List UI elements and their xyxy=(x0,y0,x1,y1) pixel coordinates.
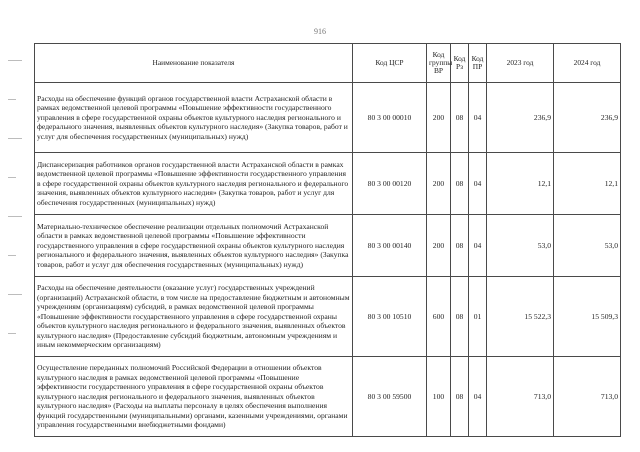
row-description: Материально-техническое обеспечение реализации отдельных полномочий Астраханской области в рамках ведомственной целевой программы «Повышение эффективности государственного управления в сфере государственной охраны объектов культурного наследия регионального и федерального значения, выявленных объектов культурного наследия» (Закупка товаров, работ и услуг для обеспечения государственных (муниципальных) нужд) xyxy=(35,215,353,277)
row-amount-2024: 53,0 xyxy=(554,215,621,277)
table-row xyxy=(35,215,621,277)
row-amount-2023: 713,0 xyxy=(487,357,554,437)
margin-mark xyxy=(8,138,22,139)
margin-mark xyxy=(8,60,22,61)
row-rz-code: 08 xyxy=(451,215,469,277)
table-row xyxy=(35,153,621,215)
row-rz-code: 08 xyxy=(451,83,469,153)
row-amount-2023: 15 522,3 xyxy=(487,277,554,357)
margin-mark xyxy=(8,294,22,295)
row-csr-code: 80 3 00 00010 xyxy=(353,83,427,153)
row-csr-code: 80 3 00 59500 xyxy=(353,357,427,437)
row-group-code: 100 xyxy=(427,357,451,437)
row-description: Расходы на обеспечение функций органов государственной власти Астраханской области в рамках ведомственной целевой программы «Повышение эффективности государственного управления в сфере государственной охраны объектов культурного наследия регионального и федерального значения, выявленных объектов культурного наследия» (Закупка товаров, работ и услуг для обеспечения государственных (муниципальных) нужд) xyxy=(35,83,353,153)
row-group-code: 200 xyxy=(427,153,451,215)
header-group: Код группы ВР xyxy=(427,44,451,83)
row-amount-2024: 713,0 xyxy=(554,357,621,437)
row-description: Осуществление переданных полномочий Российской Федерации в отношении объектов культурного наследия в рамках ведомственной целевой программы «Повышение эффективности государственного управления в сфере государственной охраны объектов культурного наследия регионального и федерального значения, выявленных объектов культурного наследия» (Расходы на выплаты персоналу в целях обеспечения выполнения функций государственными (муниципальными) органами, казенными учреждениями, органами управления государственными внебюджетными фондами) xyxy=(35,357,353,437)
row-description: Диспансеризация работников органов государственной власти Астраханской области в рамках ведомственной целевой программы «Повышение эффективности государственного управления в сфере государственной охраны объектов культурного наследия регионального и федерального значения, выявленных объектов культурного наследия» (Закупка товаров, работ и услуг для обеспечения государственных (муниципальных) нужд) xyxy=(35,153,353,215)
margin-mark xyxy=(8,216,22,217)
table-row xyxy=(35,83,621,153)
row-pr-code: 04 xyxy=(469,357,487,437)
row-amount-2024: 15 509,3 xyxy=(554,277,621,357)
row-rz-code: 08 xyxy=(451,277,469,357)
binding-margin-marks xyxy=(8,60,26,372)
row-amount-2023: 53,0 xyxy=(487,215,554,277)
row-amount-2023: 236,9 xyxy=(487,83,554,153)
row-amount-2023: 12,1 xyxy=(487,153,554,215)
row-pr-code: 04 xyxy=(469,83,487,153)
margin-mark xyxy=(8,99,16,100)
row-pr-code: 01 xyxy=(469,277,487,357)
header-2023: 2023 год xyxy=(487,44,554,83)
row-csr-code: 80 3 00 10510 xyxy=(353,277,427,357)
row-amount-2024: 236,9 xyxy=(554,83,621,153)
row-pr-code: 04 xyxy=(469,153,487,215)
row-group-code: 200 xyxy=(427,83,451,153)
row-description: Расходы на обеспечение деятельности (оказание услуг) государственных учреждений (организаций) Астраханской области, в том числе на предоставление бюджетным и автономным учреждениям (организациям) субсидий, в рамках ведомственной целевой программы «Повышение эффективности государственного управления в сфере государственной охраны объектов культурного наследия регионального и федерального значения, выявленных объектов культурного наследия» (Предоставление субсидий бюджетным, автономным учреждениям и иным некоммерческим организациям) xyxy=(35,277,353,357)
margin-mark xyxy=(8,333,16,334)
header-2024: 2024 год xyxy=(554,44,621,83)
header-csr: Код ЦСР xyxy=(353,44,427,83)
row-csr-code: 80 3 00 00140 xyxy=(353,215,427,277)
row-group-code: 200 xyxy=(427,215,451,277)
budget-table xyxy=(34,43,621,437)
header-rz: Код Рз xyxy=(451,44,469,83)
row-group-code: 600 xyxy=(427,277,451,357)
table-row xyxy=(35,277,621,357)
margin-mark xyxy=(8,177,16,178)
header-name: Наименование показателя xyxy=(35,44,353,83)
row-amount-2024: 12,1 xyxy=(554,153,621,215)
page-number: 916 xyxy=(314,27,326,36)
row-csr-code: 80 3 00 00120 xyxy=(353,153,427,215)
table-row xyxy=(35,357,621,437)
margin-mark xyxy=(8,255,16,256)
row-rz-code: 08 xyxy=(451,153,469,215)
row-rz-code: 08 xyxy=(451,357,469,437)
row-pr-code: 04 xyxy=(469,215,487,277)
header-pr: Код ПР xyxy=(469,44,487,83)
table-header-row xyxy=(35,44,621,83)
